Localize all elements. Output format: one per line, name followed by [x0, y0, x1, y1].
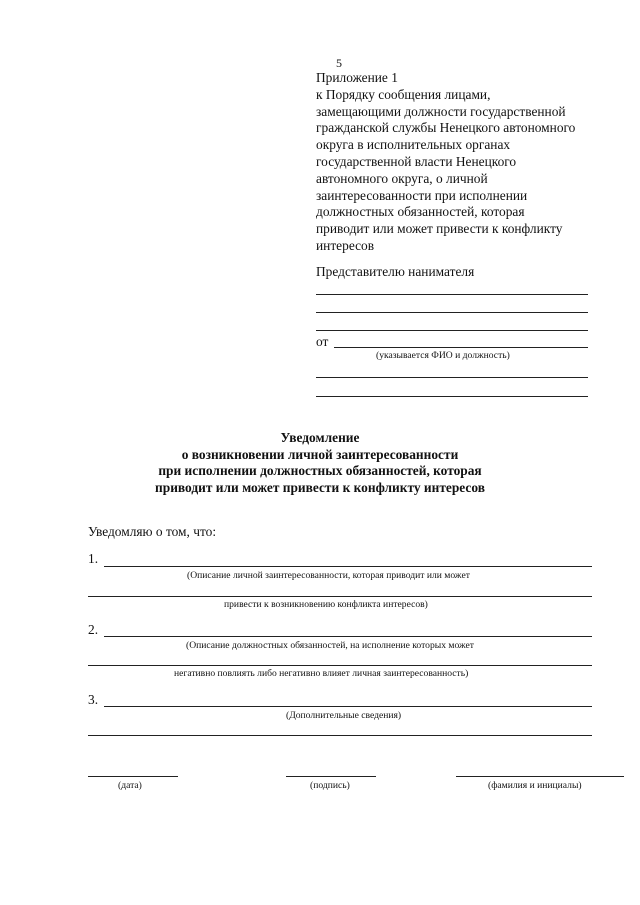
item-caption: привести к возникновению конфликта интересов): [224, 599, 428, 610]
fill-line: [88, 665, 592, 666]
from-label: от: [316, 334, 329, 349]
name-line: [456, 776, 624, 777]
fill-line: [88, 596, 592, 597]
intro-text: Уведомляю о том, что:: [88, 524, 217, 539]
item-number: 1.: [88, 551, 99, 566]
appendix-line: замещающими должности государственной: [316, 103, 566, 119]
page-number: 5: [336, 56, 342, 70]
recipient-title: Представителю нанимателя: [316, 264, 475, 279]
appendix-line: автономного округа, о личной: [316, 170, 488, 186]
title-line: о возникновении личной заинтересованности: [181, 446, 459, 462]
recipient-line: [316, 396, 588, 397]
title-line: Уведомление: [280, 430, 360, 445]
item-number: 3.: [88, 692, 99, 707]
appendix-line: должностных обязанностей, которая: [316, 204, 525, 220]
signature-caption: (подпись): [310, 780, 350, 791]
name-caption: (фамилия и инициалы): [488, 780, 582, 791]
recipient-line: [316, 377, 588, 378]
item-number: 2.: [88, 622, 99, 637]
from-line: [334, 347, 588, 348]
appendix-line: округа в исполнительных органах: [316, 137, 511, 153]
signature-line: [286, 776, 376, 777]
item-caption: (Описание личной заинтересованности, которая приводит или может: [187, 570, 470, 581]
item-caption: негативно повлиять либо негативно влияет личная заинтересованность): [174, 668, 469, 679]
document-title: [0, 430, 640, 496]
date-caption: (дата): [118, 780, 142, 791]
appendix-line: Приложение 1: [316, 70, 398, 85]
recipient-line: [316, 330, 588, 331]
recipient-line: [316, 294, 588, 295]
recipient-line: [316, 312, 588, 313]
item-caption: (Дополнительные сведения): [286, 710, 402, 721]
fill-line: [104, 566, 592, 567]
fill-line: [104, 636, 592, 637]
item-caption: (Описание должностных обязанностей, на исполнение которых может: [186, 640, 474, 651]
appendix-header: [316, 70, 606, 255]
from-hint: (указывается ФИО и должность): [376, 350, 510, 361]
appendix-line: заинтересованности при исполнении: [316, 187, 528, 203]
fill-line: [88, 735, 592, 736]
title-line: при исполнении должностных обязанностей, которая: [158, 463, 482, 479]
title-line: приводит или может привести к конфликту интересов: [155, 479, 485, 495]
fill-line: [104, 706, 592, 707]
appendix-line: государственной власти Ненецкого: [316, 153, 517, 169]
appendix-line: приводит или может привести к конфликту: [316, 221, 563, 237]
appendix-line: к Порядку сообщения лицами,: [316, 86, 491, 102]
date-line: [88, 776, 178, 777]
appendix-line: гражданской службы Ненецкого автономного: [316, 120, 576, 136]
appendix-line: интересов: [316, 237, 375, 253]
